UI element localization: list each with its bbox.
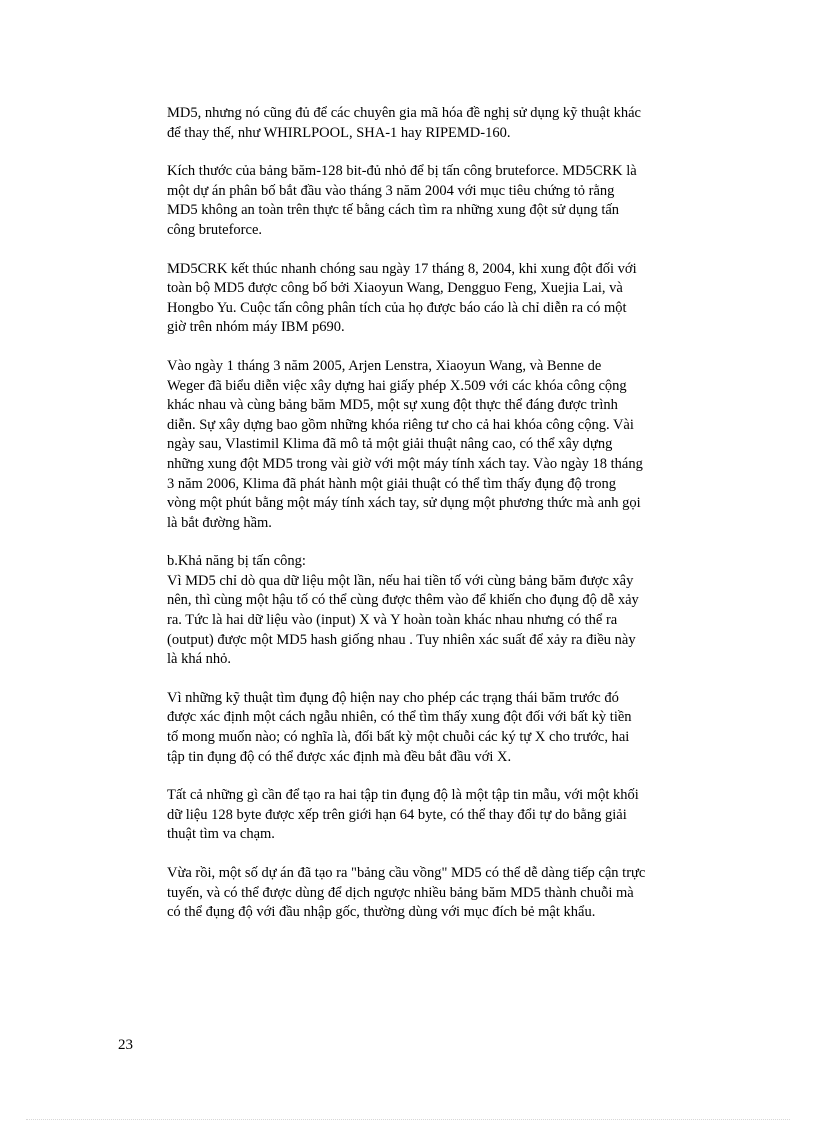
text-line: tố mong muốn nào; có nghĩa là, đối bất kỳ một chuỗi các ký tự X cho trước, hai [167,729,630,746]
text-line: Vào ngày 1 tháng 3 năm 2005, Arjen Lenstra, Xiaoyun Wang, và Benne de [167,357,602,374]
text-line: Tất cả những gì cần để tạo ra hai tập tin đụng độ là một tập tin mẫu, với một khối [167,787,639,804]
text-line: ra. Tức là hai dữ liệu vào (input) X và Y hoàn toàn khác nhau nhưng có thể ra [167,612,618,629]
paragraph [167,786,697,845]
paragraph-spacer [167,670,697,689]
text-line: MD5CRK kết thúc nhanh chóng sau ngày 17 tháng 8, 2004, khi xung đột đối với [167,260,637,277]
text-line: Kích thước của bảng băm-128 bit-đủ nhỏ để bị tấn công bruteforce. MD5CRK là [167,163,637,180]
text-line: là bắt đường hầm. [167,514,272,531]
text-line: tuyến, và có thể được dùng để dịch ngược nhiều bảng băm MD5 thành chuỗi mà [167,884,634,901]
text-line: nên, thì cùng một hậu tố có thể cùng được thêm vào để khiến cho đụng độ dễ xảy [167,592,639,609]
paragraph [167,689,697,767]
text-line: một dự án phân bố bắt đầu vào tháng 3 năm 2004 với mục tiêu chứng tỏ rằng [167,182,615,199]
paragraph [167,864,697,923]
paragraph [167,552,697,670]
text-line: Hongbo Yu. Cuộc tấn công phân tích của họ được báo cáo là chỉ diễn ra có một [167,299,627,316]
text-line: toàn bộ MD5 được công bố bởi Xiaoyun Wang, Dengguo Feng, Xuejia Lai, và [167,280,623,297]
text-line: là khá nhỏ. [167,651,232,668]
paragraph [167,104,697,143]
body-text [167,104,697,923]
paragraph-spacer [167,241,697,260]
paragraph [167,260,697,338]
text-line: vòng một phút bằng một máy tính xách tay, sử dụng một phương thức mà anh gọi [167,495,641,512]
text-line: b.Khả năng bị tấn công: [167,553,306,570]
paragraph-spacer [167,845,697,864]
text-line: diễn. Sự xây dựng bao gồm những khóa riêng tư cho cả hai khóa công cộng. Vài [167,416,634,433]
text-line: Vì những kỹ thuật tìm đụng độ hiện nay cho phép các trạng thái băm trước đó [167,689,619,706]
text-line: Vì MD5 chỉ dò qua dữ liệu một lần, nếu hai tiền tố với cùng bảng băm được xây [167,572,634,589]
text-line: giờ trên nhóm máy IBM p690. [167,319,345,336]
text-line: khác nhau và cùng bảng băm MD5, một sự xung đột thực thể đáng được trình [167,397,618,414]
text-line: để thay thế, như WHIRLPOOL, SHA-1 hay RIPEMD-160. [167,124,511,141]
paragraph-spacer [167,143,697,162]
text-line: tập tin đụng độ có thể được xác định mà đều bắt đầu với X. [167,748,512,765]
text-line: công bruteforce. [167,221,263,238]
text-line: được xác định một cách ngẫu nhiên, có thể tìm thấy xung đột đối với bất kỳ tiền [167,709,632,726]
paragraph-spacer [167,767,697,786]
paragraph [167,162,697,240]
paragraph-spacer [167,533,697,552]
text-line: dữ liệu 128 byte được xếp trên giới hạn 64 byte, có thể thay đổi tự do bằng giải [167,806,627,823]
page-number: 23 [118,1037,133,1053]
text-line: 3 năm 2006, Klima đã phát hành một giải thuật có thể tìm thấy đụng độ trong [167,475,617,492]
paragraph [167,357,697,533]
text-line: (output) được một MD5 hash giống nhau . Tuy nhiên xác suất để xảy ra điều này [167,631,636,648]
page-bottom-divider [26,1119,790,1120]
text-line: Weger đã biểu diễn việc xây dựng hai giấy phép X.509 với các khóa công cộng [167,377,627,394]
text-line: có thể đụng độ với đầu nhập gốc, thường dùng với mục đích bẻ mật khẩu. [167,904,596,921]
text-line: MD5 không an toàn trên thực tế bằng cách tìm ra những xung đột sử dụng tấn [167,202,620,219]
text-line: thuật tìm va chạm. [167,826,275,843]
text-line: ngày sau, Vlastimil Klima đã mô tả một giải thuật nâng cao, có thể xây dựng [167,436,613,453]
text-line: những xung đột MD5 trong vài giờ với một máy tính xách tay. Vào ngày 18 tháng [167,455,643,472]
paragraph-spacer [167,338,697,357]
text-line: MD5, nhưng nó cũng đủ để các chuyên gia mã hóa đề nghị sử dụng kỹ thuật khác [167,105,641,121]
text-line: Vừa rồi, một số dự án đã tạo ra "bảng cầu vồng" MD5 có thể dễ dàng tiếp cận trực [167,865,646,881]
